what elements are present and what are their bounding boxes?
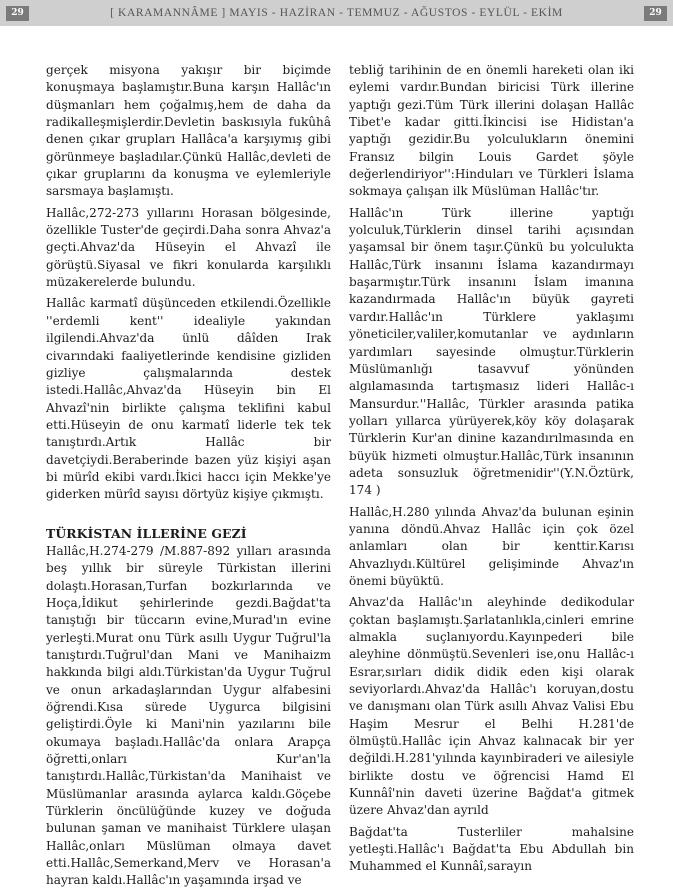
page-number-left: 29 (6, 6, 29, 21)
page-number-right: 29 (644, 6, 667, 21)
paragraph: Hallâc,272-273 yıllarını Horasan bölgesinde, özellikle Tuster'de geçirdi.Daha sonra Ahvaz'a geçti.Ahvaz'da Hüseyin el Ahvazî ile görüştü.Siyasal ve fikri konularda karşılıklı müzakerelerde bulundu. (46, 205, 331, 290)
paragraph: Ahvaz'da Hallâc'ın aleyhinde dedikodular çoktan başlamıştı.Şarlatanlıkla,cinleri emrine almakla suçlanıyordu.Kayınpederi bile aleyhine dönmüştü.Sevenleri ise,onu Hallâc-ı Esrar,sırları didik didik eden kişi olarak seviyorlardı.Ahvaz'da Hallâc'ı koruyan,dostu ve danışmanı olan Türk asıllı Ahvaz Valisi Ebu Haşim Mesrur el Belhi H.281'de ölmüştü.Hallâc için Ahvaz kalınacak bir yer değildi.H.281'yılında kayınbiraderi ve ailesiyle birlikte dostu ve öğrencisi Hamd El Kunnâî'nin daveti üzerine Bağdat'a gitmek üzere Ahvaz'dan ayrıld (349, 595, 634, 818)
page-header (0, 0, 673, 26)
paragraph: Hallâc'ın Türk illerine yaptığı yolculuk,Türklerin dinsel tarihi açısından yaşamsal bir önem taşır.Çünkü bu yolculukta Hallâc,Türk insanını İslama kazandırmayı başarmıştır.Türk insanını İslam imanına kazandırmada Hallâc'ın büyük gayreti vardır.Hallâc'ın Türklere yaklaşımı yöneticiler,valiler,komutanlar ve aydınların yardımları sayesinde olmuştur.Türklerin Müslümanlığı tasavvuf yönünden algılamasında tartışmasız lideri Hallâc-ı Mansurdur.''Hallâc, Türkler arasında patika yolları yıllarca yürüyerek,köy köy dolaşarak Türklerin Kur'an dinine kazandırılmasında en büyük hizmeti olmuştur.Hallâc,Türk insanının adeta sonsuzluk öğretmenidir''(Y.N.Öztürk, 174 ) (349, 205, 634, 498)
paragraph: Hallâc karmatî düşünceden etkilendi.Özellikle ''erdemli kent'' idealiyle yakından ilgilendi.Ahvaz'da ünlü dâîden Irak civarındaki faaliyetlerinde kendisine gizliden gizliye çalışmalarında destek istedi.Hallâc,Ahvaz'da Hüseyin bin El Ahvazî'nin birlikte çalışma teklifini kabul etti.Hüseyin de onu karmatî liderle tek tek tanıştırdı.Artık Hallâc bir davetçiydi.Beraberinde bazen yüz kişiyi aşan bi mürîd ekibi vardı.İkici haccı için Mekke'ye giderken mürîd sayısı dörtyüz kişiye çıkmıştı. (46, 296, 331, 502)
paragraph: gerçek misyona yakışır bir biçimde konuşmaya başlamıştır.Buna karşın Hallâc'ın düşmanları hem çoğalmış,hem de daha da radikalleşmişlerdir.Devletin baskısıyla fukûhâ denen çıkar grupları Hallâca'a karşıymış gibi görünmeye başladılar.Çünkü Hallâc,devleti de çıkar gruplarını da konuşma ve eylemleriyle sarsmaya başlamıştı. (46, 63, 331, 199)
left-column (46, 62, 331, 894)
section-gap (46, 508, 331, 525)
paragraph: tebliğ tarihinin de en önemli hareketi olan iki eylemi vardır.Bundan biricisi Türk illerine yaptığı gezi.Tüm Türk illerini dolaşan Hallâc Tibet'e kadar gitti.İkincisi ise Hidistan'a yaptığı gezidir.Bu yolculukların önemini Fransız bilgin Louis Gardet şöyle değerlendiriyor'':Hinduları ve Türkleri İslama sokmaya çalışan ilk Müslüman Hallâc'tır. (349, 63, 634, 199)
section-heading: TÜRKİSTAN İLLERİNE GEZİ (46, 525, 247, 541)
paragraph: Hallâc,H.274-279 /M.887-892 yılları arasında beş yıllık bir süreyle Türkistan illerini dolaştı.Horasan,Turfan bozkırlarında ve Hoça,İdikut şehirlerinde gezdi.Bağdat'ta tanıştığı bir tüccarın evine,Murad'ın evine yerleşti.Murat onu Türk asıllı Uygur Tuğrul'la tanıştırdı.Tuğrul'dan Mani ve Manihaizm hakkında bilgi aldı.Türkistan'da Uygur Tuğrul ve onun arkadaşlarından Uygur alfabesini öğrendi.Kısa sürede Uygurca bilgisini geliştirdi.Öyle ki Mani'nin yazılarını bile okumaya başladı.Hallâc'da onlara Arapça öğretti,onları Kur'an'la tanıştırdı.Hallâc,Türkistan'da Manihaist ve Müslümanlar arasında aylarca kaldı.Göçebe Türklerin öncülüğünde kuzey ve doğuda bulunan şaman ve manihaist Türklere ulaşan Hallâc,onları Müslüman olmaya davet etti.Hallâc,Semerkand,Merv ve Horasan'a hayran kaldı.Hallâc'ın yaşamında irşad ve (46, 543, 331, 888)
paragraph: Hallâc,H.280 yılında Ahvaz'da bulunan eşinin yanına döndü.Ahvaz Hallâc için çok özel anlamları olan bir kenttir.Karısı Ahvazlıydı.Kültürel gelişiminde Ahvaz'ın önemi büyüktü. (349, 504, 634, 588)
paragraph: Bağdat'ta Tusterliler mahalsine yetleşti.Hallâc'ı Bağdat'ta Ebu Abdullah bin Muhammed el Kunnâî,sarayın (349, 824, 634, 874)
running-header-title: [ KARAMANNÂME ] MAYIS - HAZİRAN - TEMMUZ - AĞUSTOS - EYLÜL - EKİM (110, 7, 563, 19)
right-column (349, 62, 634, 880)
